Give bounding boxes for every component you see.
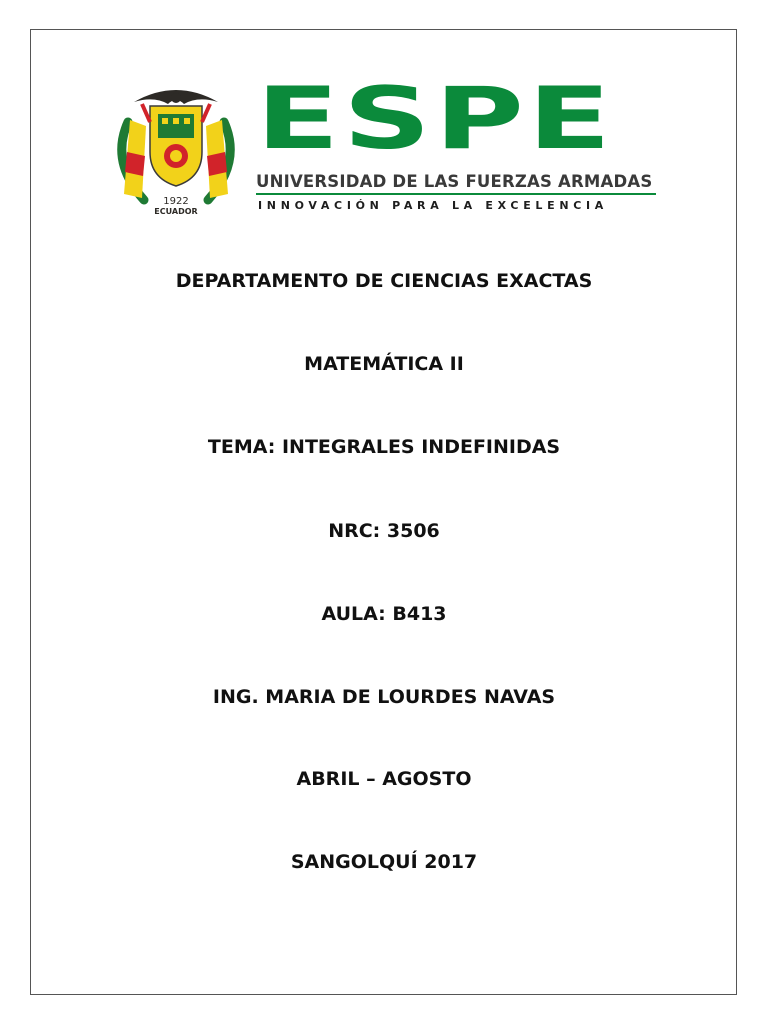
slogan-divider — [256, 193, 656, 195]
university-name: UNIVERSIDAD DE LAS FUERZAS ARMADAS — [256, 172, 653, 191]
course-title: MATEMÁTICA II — [304, 353, 464, 375]
department-title: DEPARTAMENTO DE CIENCIAS EXACTAS — [175, 270, 593, 292]
seal-country: ECUADOR — [154, 207, 198, 216]
nrc-line: NRC: 3506 — [328, 520, 440, 542]
seal-year: 1922 — [163, 196, 189, 207]
period-line: ABRIL – AGOSTO — [296, 768, 472, 790]
place-year-line: SANGOLQUÍ 2017 — [290, 851, 478, 873]
espe-wordmark — [256, 68, 666, 220]
university-slogan: INNOVACIÓN PARA LA EXCELENCIA — [258, 199, 609, 212]
espe-header-logo — [106, 68, 672, 220]
university-seal-emblem — [106, 82, 246, 220]
espe-logo-text: ESPE — [256, 68, 615, 169]
topic-title: TEMA: INTEGRALES INDEFINIDAS — [207, 436, 561, 458]
room-line: AULA: B413 — [321, 603, 447, 625]
professor-line: ING. MARIA DE LOURDES NAVAS — [212, 686, 556, 708]
